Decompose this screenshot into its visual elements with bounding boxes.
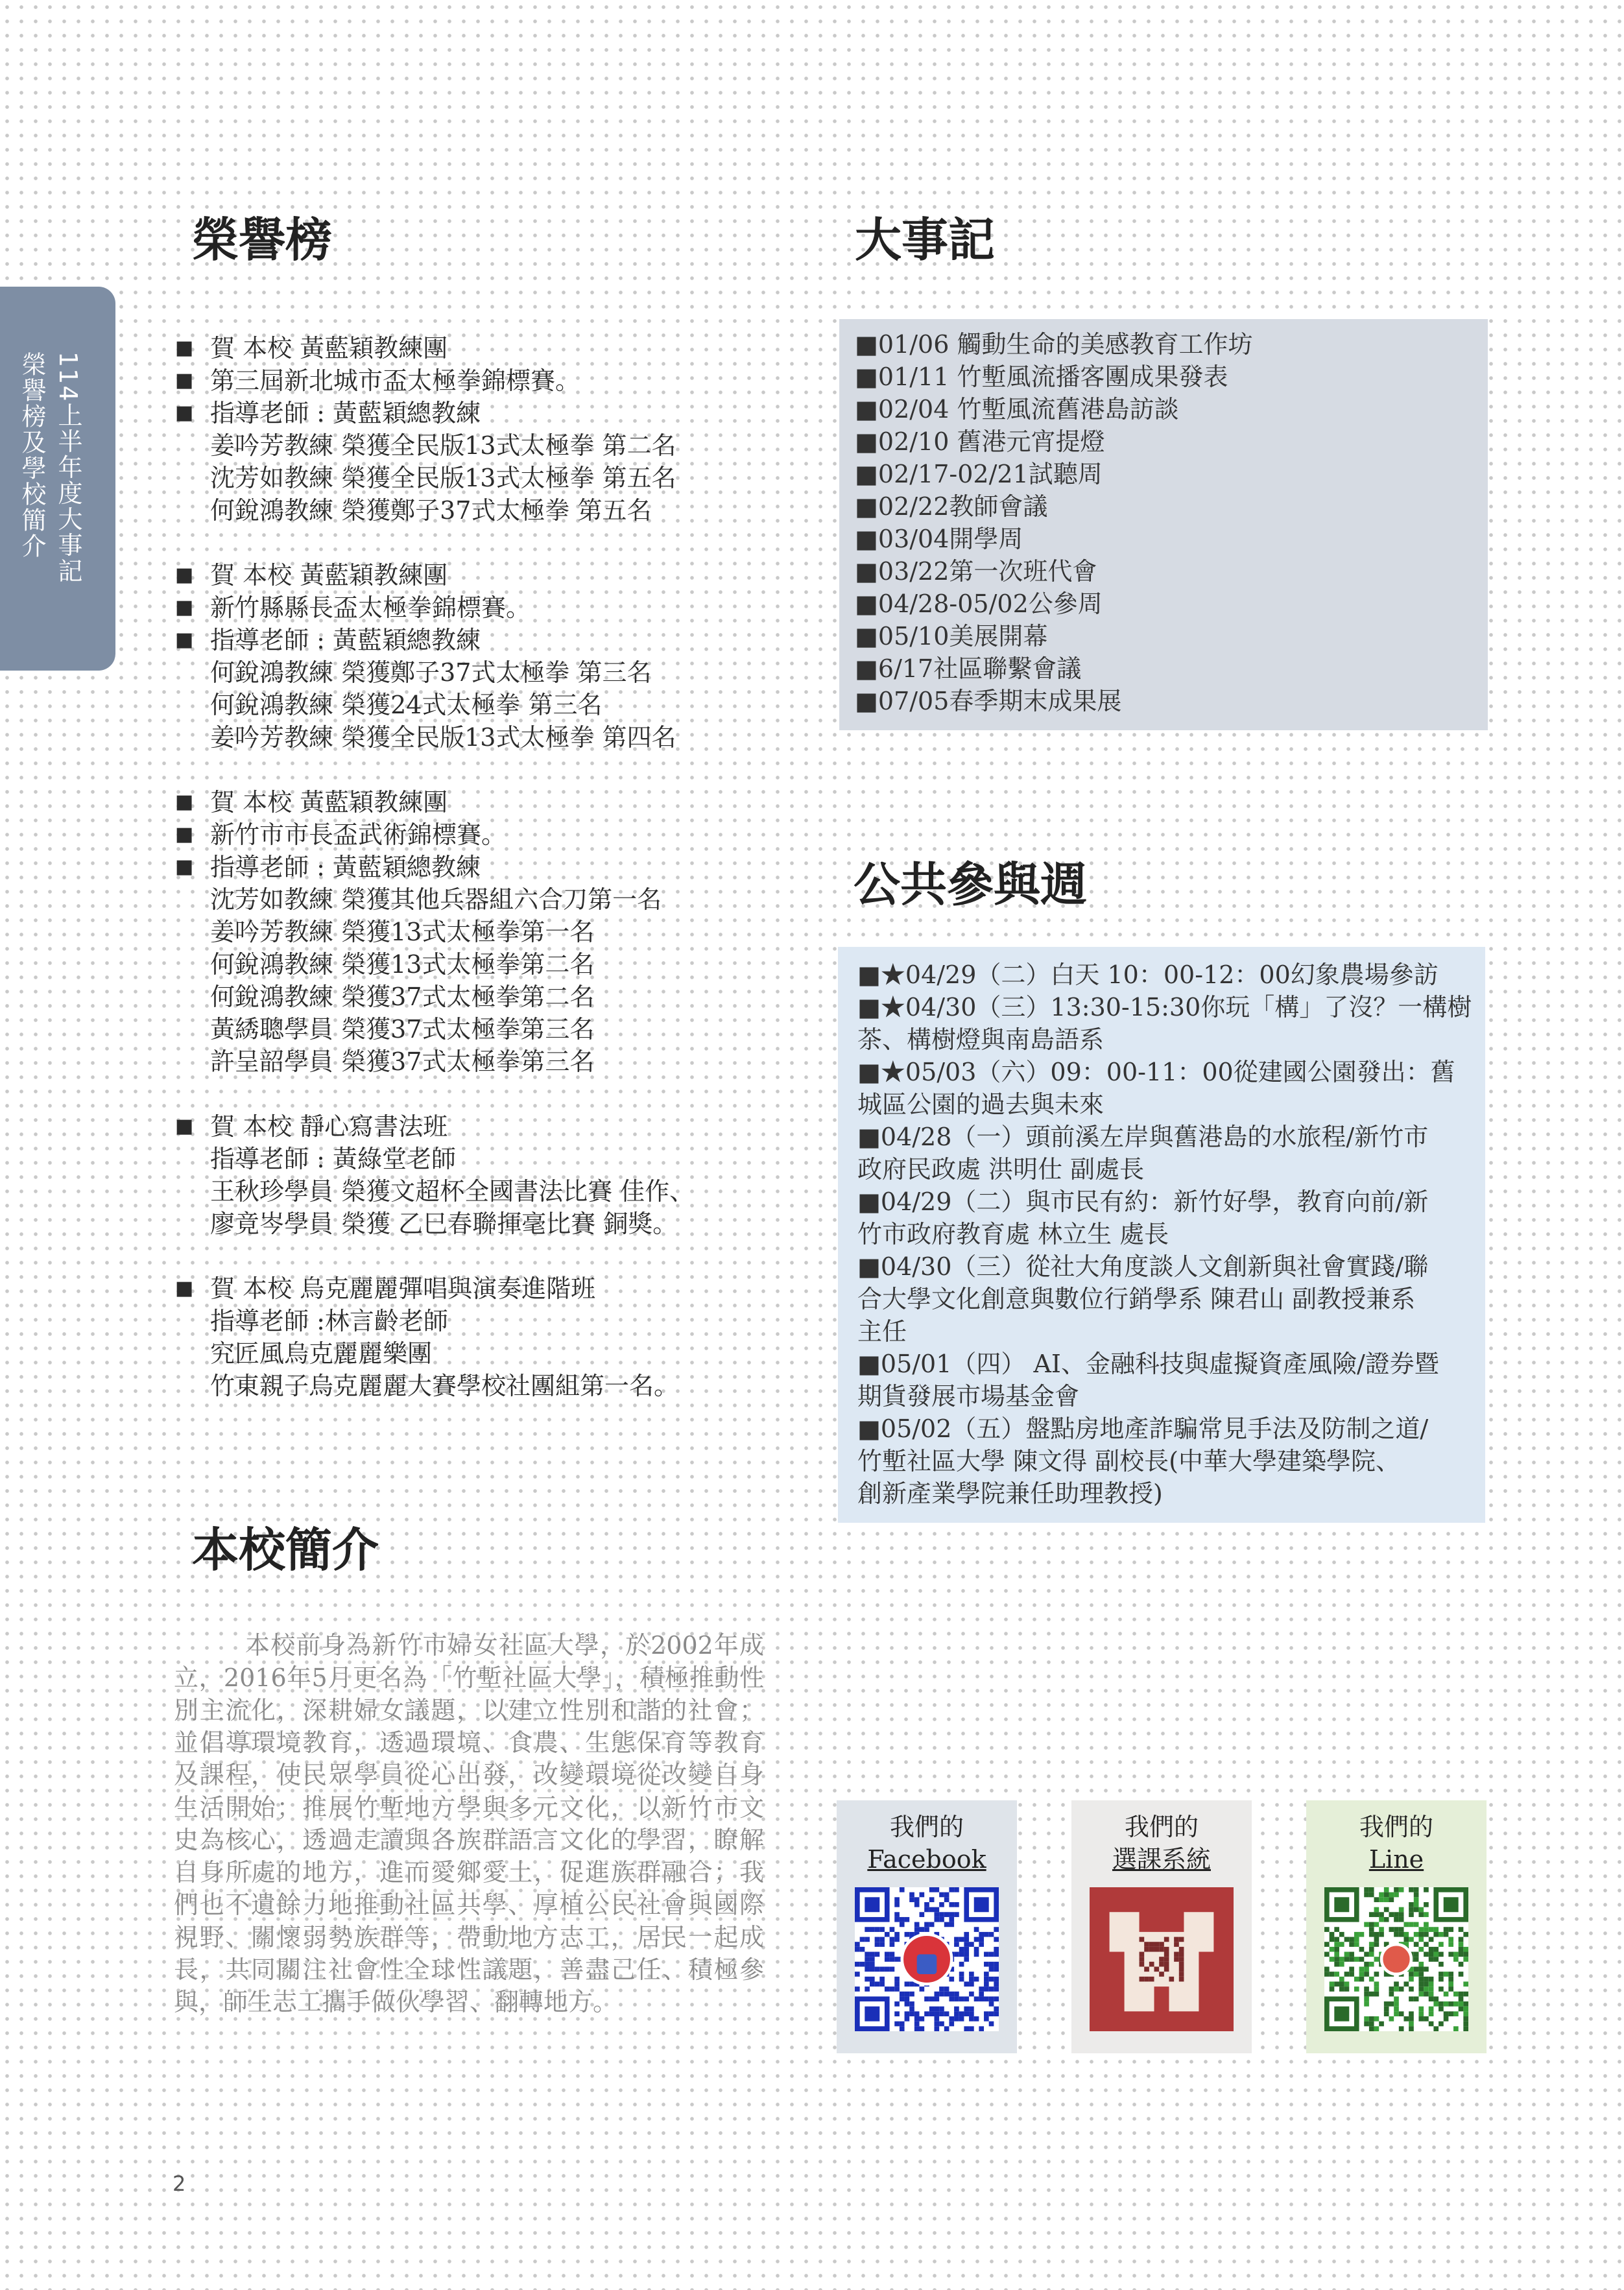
square-bullet-icon: ■ xyxy=(175,823,194,846)
honor-group xyxy=(175,559,759,754)
square-bullet-icon: ■ xyxy=(175,628,194,651)
public-week-line: ■04/29（二）與市民有約：新竹好學，教育向前/新 xyxy=(857,1187,1429,1216)
event-item: ■6/17社區聯繫會議 xyxy=(855,654,1082,683)
honor-group xyxy=(175,332,759,527)
honor-detail-line: 何銳鴻教練 榮獲13式太極拳第二名 xyxy=(210,950,595,979)
square-bullet-icon: ■ xyxy=(175,564,194,586)
side-tab-line2: 榮譽榜及學校簡介 xyxy=(18,352,46,559)
honor-detail-line: 竹東親子烏克麗麗大賽學校社團組第一名。 xyxy=(210,1372,679,1400)
public-week-line: ■★04/29（二）白天 10：00-12：00幻象農場參訪 xyxy=(857,960,1439,989)
honor-detail-line: 許呈韶學員 榮獲37式太極拳第三名 xyxy=(210,1047,595,1076)
public-week-line: ■04/28（一）頭前溪左岸與舊港島的水旅程/新竹市 xyxy=(857,1123,1429,1151)
public-week-line: 主任 xyxy=(857,1317,907,1346)
honor-group xyxy=(175,1110,759,1240)
qr-label-link[interactable]: Facebook xyxy=(867,1845,986,1874)
honor-detail-line: 廖竟岑學員 榮獲 乙巳春聯揮毫比賽 銅獎。 xyxy=(210,1210,678,1238)
honor-bullet-text: 指導老師 : 黃藍穎總教練 xyxy=(210,853,481,881)
square-bullet-icon: ■ xyxy=(175,596,194,619)
honor-detail-line: 何銳鴻教練 榮獲鄭子37式太極拳 第五名 xyxy=(210,496,652,525)
honor-detail-line: 王秋珍學員 榮獲文超杯全國書法比賽 佳作、 xyxy=(210,1177,695,1206)
side-tab-line1: 114上半年度大事記 xyxy=(54,352,82,584)
event-item: ■03/04開學周 xyxy=(855,525,1023,553)
public-week-line: 政府民政處 洪明仕 副處長 xyxy=(857,1155,1145,1184)
honor-detail-line: 沈芳如教練 榮獲全民版13式太極拳 第五名 xyxy=(210,464,676,492)
event-item: ■02/22教師會議 xyxy=(855,492,1048,521)
qr-label-top: 我們的 xyxy=(1124,1813,1199,1841)
public-week-title: 公共參與週 xyxy=(854,857,1088,912)
intro-title: 本校簡介 xyxy=(192,1523,379,1577)
honor-group xyxy=(175,786,759,1078)
event-item: ■03/22第一次班代會 xyxy=(855,557,1097,586)
honor-bullet-line xyxy=(175,851,759,883)
event-item: ■02/10 舊港元宵提燈 xyxy=(855,427,1105,456)
honor-bullet-line xyxy=(175,364,759,397)
course-system-qr-icon[interactable] xyxy=(1090,1887,1234,2031)
event-item: ■01/11 竹塹風流播客團成果發表 xyxy=(855,363,1228,391)
honor-bullet-line xyxy=(175,786,759,818)
honor-bullet-line xyxy=(175,624,759,656)
qr-label-link[interactable]: Line xyxy=(1368,1845,1424,1874)
honor-detail-line: 何銳鴻教練 榮獲鄭子37式太極拳 第三名 xyxy=(210,658,652,687)
square-bullet-icon: ■ xyxy=(175,401,194,424)
event-item: ■05/10美展開幕 xyxy=(855,622,1048,650)
event-item: ■02/04 竹塹風流舊港島訪談 xyxy=(855,395,1179,423)
event-item: ■07/05春季期末成果展 xyxy=(855,687,1122,715)
honor-bullet-text: 賀 本校 黃藍穎教練團 xyxy=(210,334,448,363)
page-number: 2 xyxy=(173,2171,186,2196)
square-bullet-icon: ■ xyxy=(175,1115,194,1138)
facebook-qr-card[interactable] xyxy=(837,1800,1017,2053)
event-item: ■02/17-02/21試聽周 xyxy=(855,460,1103,488)
honor-detail-line: 姜吟芳教練 榮獲13式太極拳第一名 xyxy=(210,918,595,946)
honor-bullet-line xyxy=(175,559,759,591)
line-qr-icon[interactable] xyxy=(1324,1887,1468,2031)
square-bullet-icon: ■ xyxy=(175,855,194,878)
honor-bullet-text: 賀 本校 黃藍穎教練團 xyxy=(210,561,448,590)
course-system-qr-card[interactable] xyxy=(1071,1800,1252,2053)
qr-label-top: 我們的 xyxy=(1359,1813,1433,1841)
honor-detail-line: 究匠風烏克麗麗樂團 xyxy=(210,1339,433,1368)
honor-title: 榮譽榜 xyxy=(192,213,333,267)
honor-detail-line: 黃綉聰學員 榮獲37式太極拳第三名 xyxy=(210,1015,595,1044)
qr-label-top: 我們的 xyxy=(889,1813,964,1841)
honor-group xyxy=(175,1272,759,1402)
square-bullet-icon: ■ xyxy=(175,337,194,359)
public-week-line: 合大學文化創意與數位行銷學系 陳君山 副教授兼系 xyxy=(857,1285,1416,1313)
event-item: ■04/28-05/02公參周 xyxy=(855,590,1103,618)
facebook-qr-icon[interactable] xyxy=(855,1887,999,2031)
square-bullet-icon: ■ xyxy=(175,1277,194,1300)
side-tab xyxy=(0,287,115,671)
honor-detail-line: 指導老師 : 黃綠堂老師 xyxy=(210,1145,456,1173)
honor-bullet-line xyxy=(175,1110,759,1143)
honor-detail-line: 指導老師 :林言齡老師 xyxy=(210,1307,448,1335)
honor-list xyxy=(175,332,759,1435)
public-week-line: 竹市政府教育處 林立生 處長 xyxy=(857,1220,1169,1248)
qr-label-link[interactable]: 選課系統 xyxy=(1112,1845,1211,1874)
honor-bullet-line xyxy=(175,818,759,851)
public-week-line: ■05/01（四） AI、金融科技與虛擬資產風險/證券暨 xyxy=(857,1350,1439,1378)
honor-bullet-line xyxy=(175,591,759,624)
public-week-line: 茶、構樹燈與南島語系 xyxy=(857,1025,1105,1054)
honor-bullet-line xyxy=(175,397,759,429)
public-week-line: 創新產業學院兼任助理教授) xyxy=(857,1479,1163,1508)
honor-bullet-line xyxy=(175,1272,759,1305)
honor-bullet-text: 新竹縣縣長盃太極拳錦標賽。 xyxy=(210,593,531,622)
honor-bullet-text: 賀 本校 黃藍穎教練團 xyxy=(210,788,448,817)
honor-detail-line: 何銳鴻教練 榮獲24式太極拳 第三名 xyxy=(210,691,603,719)
honor-detail-line: 姜吟芳教練 榮獲全民版13式太極拳 第二名 xyxy=(210,431,676,460)
events-box xyxy=(839,319,1488,730)
intro-paragraph: 本校前身為新竹市婦女社區大學，於2002年成立，2016年5月更名為「竹塹社區大學」，積極推動性別主流化，深耕婦女議題，以建立性別和諧的社會；並倡導環境教育，透過環境、食農、生態保育等教育及課程，使民眾學員從心出發，改變環境從改變自身生活開始；推展竹塹地方學與多元文化，以新竹市文史為核心，透過走讀與各族群語言文化的學習，瞭解自身所處的地方，進而愛鄉愛土，促進族群融合；我們也不遺餘力地推動社區共學、厚植公民社會與國際視野、關懷弱勢族群等，帶動地方志工，居民一起成長，共同關注社會性全球性議題，善盡己任、積極參與，師生志工攜手做伙學習、翻轉地方。 xyxy=(174,1631,764,2016)
public-week-line: 竹塹社區大學 陳文得 副校長(中華大學建築學院、 xyxy=(857,1447,1400,1475)
public-week-line: ■04/30（三）從社大角度談人文創新與社會實踐/聯 xyxy=(857,1252,1429,1281)
line-qr-card[interactable] xyxy=(1306,1800,1487,2053)
honor-detail-line: 何銳鴻教練 榮獲37式太極拳第二名 xyxy=(210,983,595,1011)
honor-bullet-text: 指導老師 : 黃藍穎總教練 xyxy=(210,399,481,427)
honor-bullet-text: 新竹市市長盃武術錦標賽。 xyxy=(210,820,507,849)
honor-bullet-line xyxy=(175,332,759,364)
public-week-box xyxy=(838,947,1485,1523)
public-week-line: ■05/02（五）盤點房地產詐騙常見手法及防制之道/ xyxy=(857,1414,1429,1443)
public-week-line: ■★05/03（六）09：00-11：00從建國公園發出：舊 xyxy=(857,1058,1455,1086)
square-bullet-icon: ■ xyxy=(175,369,194,392)
public-week-line: 期貨發展市場基金會 xyxy=(857,1382,1080,1411)
square-bullet-icon: ■ xyxy=(175,791,194,813)
honor-bullet-text: 指導老師 : 黃藍穎總教練 xyxy=(210,626,481,654)
events-title: 大事記 xyxy=(855,213,996,267)
public-week-line: ■★04/30（三）13:30-15:30你玩「構」了沒？一構樹 xyxy=(857,993,1472,1021)
honor-detail-line: 姜吟芳教練 榮獲全民版13式太極拳 第四名 xyxy=(210,723,676,752)
honor-bullet-text: 賀 本校 烏克麗麗彈唱與演奏進階班 xyxy=(210,1274,596,1303)
honor-bullet-text: 賀 本校 靜心寫書法班 xyxy=(210,1112,448,1141)
public-week-line: 城區公園的過去與未來 xyxy=(857,1090,1105,1119)
honor-bullet-text: 第三屆新北城市盃太極拳錦標賽。 xyxy=(210,366,580,395)
event-item: ■01/06 觸動生命的美感教育工作坊 xyxy=(855,330,1253,359)
honor-detail-line: 沈芳如教練 榮獲其他兵器組六合刀第一名 xyxy=(210,885,662,914)
